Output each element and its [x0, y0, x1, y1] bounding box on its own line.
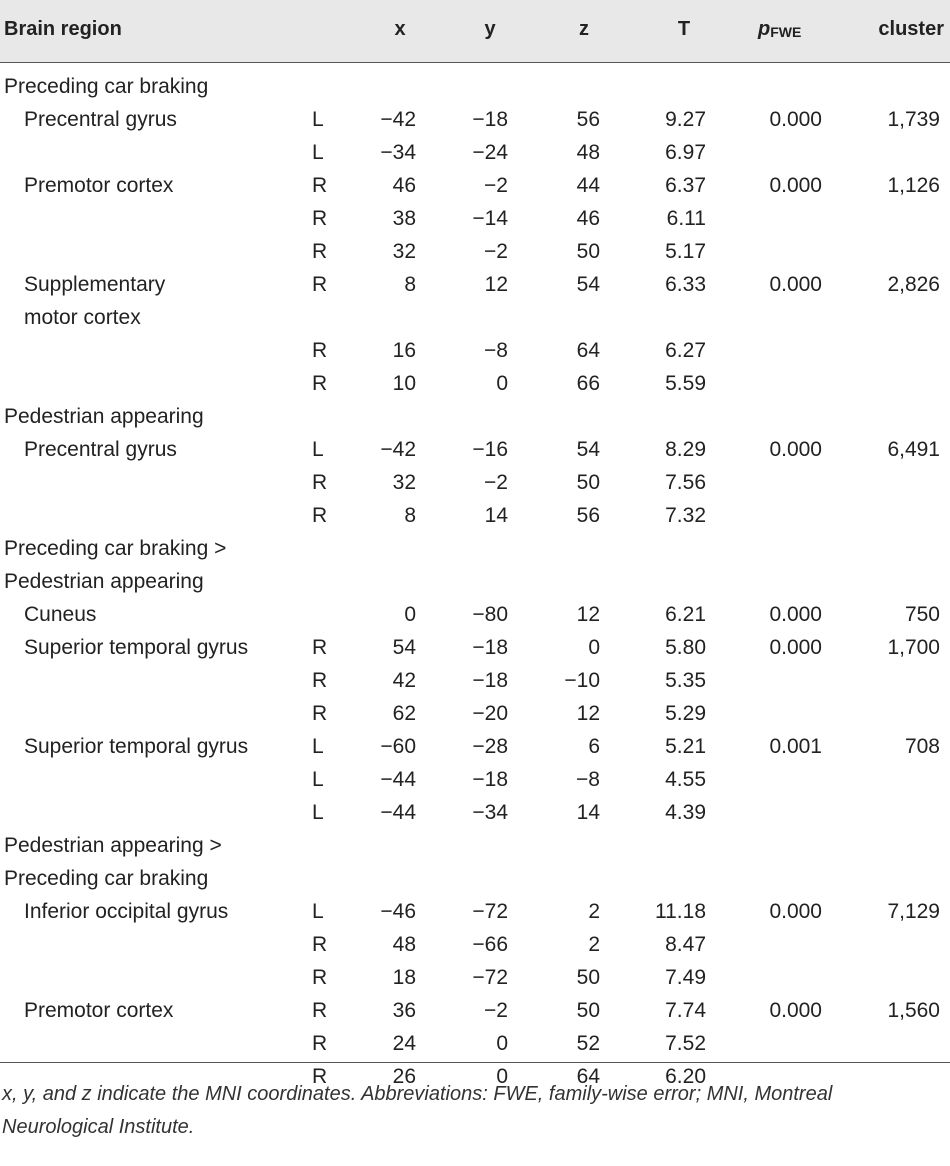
cell-z: 52 — [576, 1032, 600, 1055]
cell-t: 7.74 — [665, 999, 706, 1022]
cell-y: 0 — [496, 372, 508, 395]
cell-z: 14 — [576, 801, 600, 824]
hemisphere: R — [312, 966, 328, 989]
cell-t: 8.29 — [665, 438, 706, 461]
hemisphere: R — [312, 1065, 328, 1088]
cell-t: 7.49 — [665, 966, 706, 989]
hemisphere: R — [312, 636, 328, 659]
hemisphere: R — [312, 933, 328, 956]
cell-p: 0.000 — [769, 273, 822, 296]
cell-t: 8.47 — [665, 933, 706, 956]
cell-cluster: 1,739 — [887, 108, 940, 131]
region-name: Inferior occipital gyrus — [24, 900, 229, 923]
cell-p: 0.001 — [769, 735, 822, 758]
cell-t: 4.55 — [665, 768, 706, 791]
cell-x: 8 — [404, 504, 416, 527]
cell-cluster: 7,129 — [887, 900, 940, 923]
cell-p: 0.000 — [769, 108, 822, 131]
table-footnote: x, y, and z indicate the MNI coordinates. Abbreviations: FWE, family-wise error; MNI, Montreal Neurological Institute. — [2, 1083, 833, 1138]
cell-x: 26 — [392, 1065, 416, 1088]
cell-z: 12 — [576, 603, 600, 626]
cell-y: −28 — [472, 735, 508, 758]
group-label: Pedestrian appearing > — [4, 834, 222, 857]
cell-y: −2 — [484, 471, 508, 494]
cell-y: −14 — [472, 207, 508, 230]
cell-y: 0 — [496, 1032, 508, 1055]
header-p-subscript: FWE — [770, 24, 802, 40]
cell-t: 7.56 — [665, 471, 706, 494]
header-p-fwe — [758, 13, 801, 46]
cell-x: 38 — [392, 207, 416, 230]
cell-y: −2 — [484, 174, 508, 197]
cell-z: 54 — [576, 273, 600, 296]
header-x: x — [394, 18, 406, 40]
cell-z: 56 — [576, 504, 600, 527]
cell-x: 24 — [392, 1032, 416, 1055]
group-label: Preceding car braking > — [4, 537, 227, 560]
cell-t: 6.27 — [665, 339, 706, 362]
cell-y: −72 — [472, 900, 508, 923]
cell-cluster: 2,826 — [887, 273, 940, 296]
hemisphere: R — [312, 702, 328, 725]
cell-t: 11.18 — [655, 900, 706, 923]
cell-y: −34 — [472, 801, 508, 824]
region-name: Premotor cortex — [24, 999, 174, 1022]
cell-y: −18 — [472, 669, 508, 692]
cell-z: −8 — [576, 768, 600, 791]
hemisphere: R — [312, 207, 328, 230]
cell-p: 0.000 — [769, 174, 822, 197]
hemisphere: L — [312, 900, 324, 923]
cell-y: −18 — [472, 768, 508, 791]
cell-x: 32 — [392, 471, 416, 494]
region-name: motor cortex — [24, 306, 141, 329]
region-name: Superior temporal gyrus — [24, 636, 249, 659]
cell-t: 5.21 — [665, 735, 706, 758]
hemisphere: R — [312, 372, 328, 395]
cell-t: 5.59 — [665, 372, 706, 395]
cell-y: 12 — [484, 273, 508, 296]
cell-x: −42 — [380, 438, 416, 461]
cell-x: 48 — [392, 933, 416, 956]
cell-y: −80 — [472, 603, 508, 626]
cell-z: 2 — [588, 933, 600, 956]
hemisphere: R — [312, 471, 328, 494]
cell-p: 0.000 — [769, 636, 822, 659]
cell-z: 66 — [576, 372, 600, 395]
cell-z: 6 — [588, 735, 600, 758]
cell-x: 18 — [392, 966, 416, 989]
group-label: Pedestrian appearing — [4, 405, 204, 428]
cell-x: 0 — [404, 603, 416, 626]
cell-y: −18 — [472, 108, 508, 131]
cell-t: 6.20 — [665, 1065, 706, 1088]
cell-t: 6.97 — [665, 141, 706, 164]
cell-x: 36 — [392, 999, 416, 1022]
cell-t: 6.33 — [665, 273, 706, 296]
hemisphere: L — [312, 108, 324, 131]
header-y: y — [484, 18, 496, 40]
cell-y: −24 — [472, 141, 508, 164]
table-bottom-rule — [0, 1062, 950, 1063]
cell-x: 10 — [392, 372, 416, 395]
cell-t: 6.11 — [666, 207, 706, 230]
region-name: Precentral gyrus — [24, 108, 177, 131]
group-label: Preceding car braking — [4, 75, 209, 98]
cell-x: 54 — [392, 636, 416, 659]
header-cluster: cluster — [878, 18, 944, 40]
hemisphere: R — [312, 339, 328, 362]
header-divider — [0, 62, 950, 63]
cell-z: 44 — [576, 174, 600, 197]
region-name: Premotor cortex — [24, 174, 174, 197]
cell-z: 50 — [576, 240, 600, 263]
cell-y: −66 — [472, 933, 508, 956]
cell-p: 0.000 — [769, 603, 822, 626]
hemisphere: R — [312, 669, 328, 692]
region-name: Superior temporal gyrus — [24, 735, 249, 758]
header-brain-region: Brain region — [4, 18, 122, 40]
cell-cluster: 1,126 — [887, 174, 940, 197]
cell-z: 12 — [576, 702, 600, 725]
cell-y: −8 — [484, 339, 508, 362]
cell-t: 5.35 — [665, 669, 706, 692]
cell-z: 50 — [576, 471, 600, 494]
cell-p: 0.000 — [769, 900, 822, 923]
cell-cluster: 6,491 — [887, 438, 940, 461]
cell-t: 5.17 — [665, 240, 706, 263]
cell-t: 5.29 — [665, 702, 706, 725]
header-p: p — [758, 18, 771, 40]
cell-z: 64 — [576, 339, 600, 362]
cell-x: 32 — [392, 240, 416, 263]
cell-z: 46 — [576, 207, 600, 230]
cell-x: −44 — [380, 768, 416, 791]
cell-z: −10 — [564, 669, 600, 692]
cell-z: 64 — [576, 1065, 600, 1088]
cell-x: −34 — [380, 141, 416, 164]
hemisphere: R — [312, 273, 328, 296]
cell-y: −2 — [484, 999, 508, 1022]
cell-z: 0 — [588, 636, 600, 659]
cell-x: −44 — [380, 801, 416, 824]
cell-t: 7.52 — [665, 1032, 706, 1055]
cell-z: 48 — [576, 141, 600, 164]
header-t: T — [677, 18, 691, 40]
cell-x: 16 — [392, 339, 416, 362]
cell-cluster: 750 — [904, 603, 940, 626]
cell-x: 8 — [404, 273, 416, 296]
cell-x: −60 — [380, 735, 416, 758]
hemisphere: R — [312, 174, 328, 197]
cell-z: 50 — [576, 966, 600, 989]
cell-x: 62 — [392, 702, 416, 725]
cell-z: 50 — [576, 999, 600, 1022]
group-label: Preceding car braking — [4, 867, 209, 890]
hemisphere: L — [312, 438, 324, 461]
region-name: Cuneus — [24, 603, 97, 626]
hemisphere: R — [312, 504, 328, 527]
hemisphere: L — [312, 801, 324, 824]
cell-x: −46 — [380, 900, 416, 923]
cell-y: −18 — [472, 636, 508, 659]
cell-p: 0.000 — [769, 999, 822, 1022]
cell-cluster: 708 — [904, 735, 940, 758]
cell-t: 7.32 — [665, 504, 706, 527]
group-label: Pedestrian appearing — [4, 570, 204, 593]
cell-y: −16 — [472, 438, 508, 461]
hemisphere: R — [312, 1032, 328, 1055]
cell-y: 14 — [484, 504, 508, 527]
cell-x: 42 — [392, 669, 416, 692]
hemisphere: L — [312, 735, 324, 758]
cell-p: 0.000 — [769, 438, 822, 461]
hemisphere: R — [312, 999, 328, 1022]
cell-y: −2 — [484, 240, 508, 263]
cell-y: 0 — [496, 1065, 508, 1088]
header-z: z — [579, 18, 589, 40]
cell-x: −42 — [380, 108, 416, 131]
cell-t: 9.27 — [665, 108, 706, 131]
cell-z: 54 — [576, 438, 600, 461]
cell-t: 6.21 — [665, 603, 706, 626]
cell-t: 5.80 — [665, 636, 706, 659]
cell-y: −72 — [472, 966, 508, 989]
cell-t: 4.39 — [665, 801, 706, 824]
cell-cluster: 1,700 — [887, 636, 940, 659]
region-name: Precentral gyrus — [24, 438, 177, 461]
cell-x: 46 — [392, 174, 416, 197]
cell-z: 2 — [588, 900, 600, 923]
hemisphere: L — [312, 768, 324, 791]
region-name: Supplementary — [24, 273, 166, 296]
cell-y: −20 — [472, 702, 508, 725]
cell-t: 6.37 — [665, 174, 706, 197]
hemisphere: R — [312, 240, 328, 263]
cell-cluster: 1,560 — [887, 999, 940, 1022]
cell-z: 56 — [576, 108, 600, 131]
hemisphere: L — [312, 141, 324, 164]
